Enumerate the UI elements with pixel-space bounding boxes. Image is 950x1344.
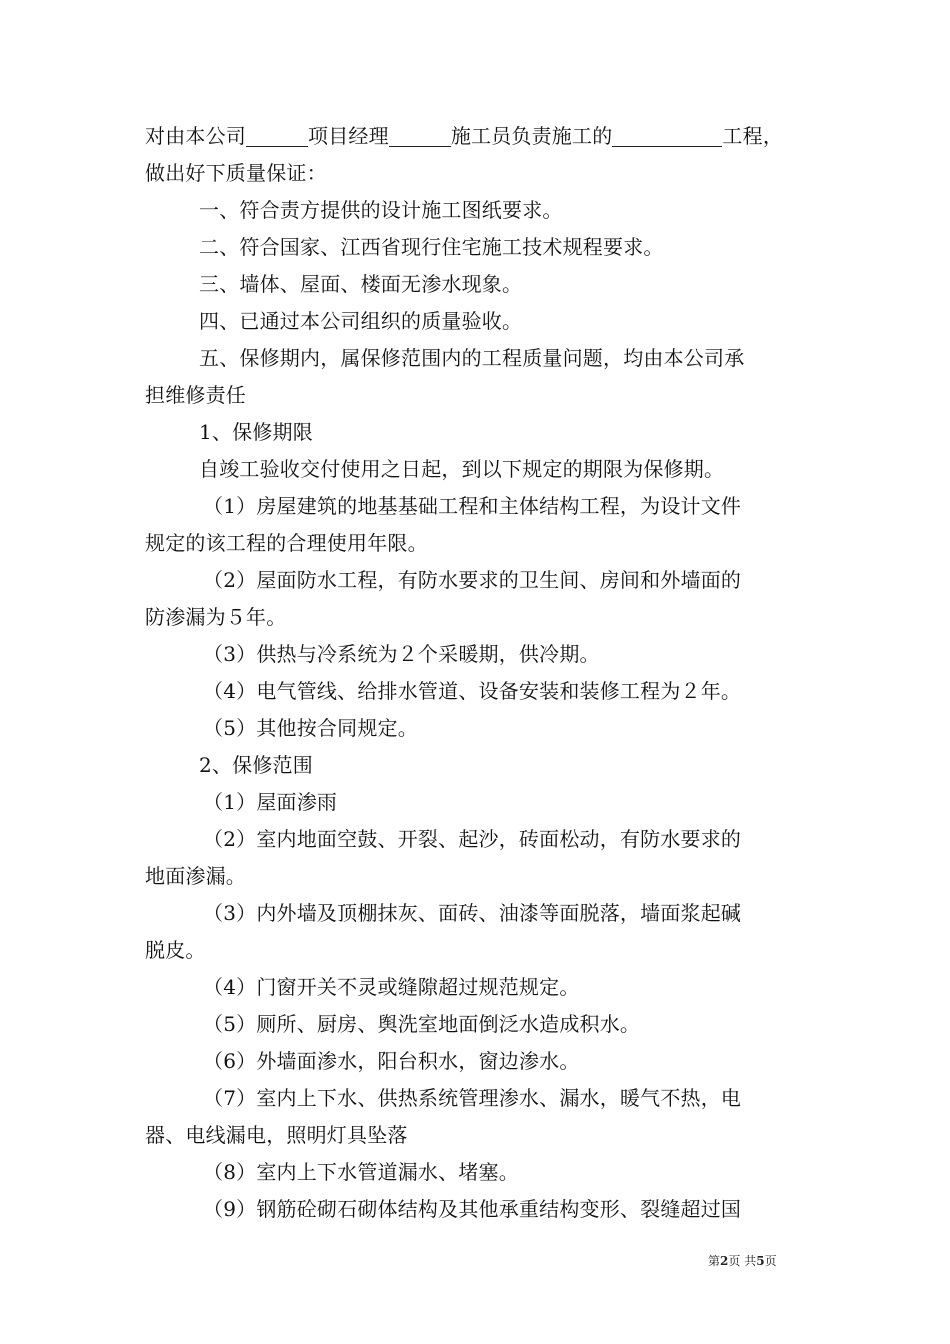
intro-line-1 [145,118,813,155]
guarantee-item-5-line-2: 担维修责任 [145,383,246,407]
intro-text-engineering: 工程， [722,124,784,148]
footer-page-number: 2 [720,1254,729,1268]
scope-item-8: （8）室内上下水管道漏水、堵塞。 [203,1160,519,1184]
period-item-2-line-2: 防渗漏为５年。 [145,605,287,629]
intro-line-2: 做出好下质量保证： [145,161,327,185]
scope-item-9-line-1: （9）钢筋砼砌石砌体结构及其他承重结构变形、裂缝超过国 [203,1197,742,1221]
section-heading-scope: 2、保修范围 [199,753,313,777]
footer-total-pages: 5 [756,1254,765,1268]
scope-item-7-line-2: 器、电线漏电，照明灯具坠落 [145,1123,408,1147]
period-item-2-line-1: （2）屋面防水工程，有防水要求的卫生间、房间和外墙面的 [203,568,742,592]
scope-item-1: （1）屋面渗雨 [203,790,338,814]
scope-item-3-line-1: （3）内外墙及顶棚抹灰、面砖、油漆等面脱落，墙面浆起碱 [203,901,742,925]
blank-engineering-field [612,124,722,147]
scope-item-4: （4）门窗开关不灵或缝隙超过规范规定。 [203,975,580,999]
period-item-4: （4）电气管线、给排水管道、设备安装和装修工程为２年。 [203,679,742,703]
period-item-5: （5）其他按合同规定。 [203,716,418,740]
scope-item-7-line-1: （7）室内上下水、供热系统管理渗水、漏水，暖气不热，电 [203,1086,742,1110]
blank-project-field [246,124,308,147]
scope-item-2-line-1: （2）室内地面空鼓、开裂、起沙，砖面松动，有防水要求的 [203,827,742,851]
scope-item-3-line-2: 脱皮。 [145,938,206,962]
intro-text-company: 对由本公司 [145,124,246,148]
guarantee-item-4: 四、已通过本公司组织的质量验收。 [199,309,523,333]
guarantee-item-1: 一、符合责方提供的设计施工图纸要求。 [199,198,563,222]
scope-item-2-line-2: 地面渗漏。 [145,864,246,888]
scope-item-6: （6）外墙面渗水，阳台积水，窗边渗水。 [203,1049,580,1073]
intro-text-builder: 施工员负责施工的 [450,124,613,148]
period-intro: 自竣工验收交付使用之日起，到以下规定的期限为保修期。 [199,457,725,481]
footer-prefix: 第 [708,1254,721,1268]
blank-manager-field [389,124,451,147]
document-body [145,118,813,1228]
footer-suffix: 页 [764,1254,777,1268]
page-footer [708,1252,777,1269]
period-item-3: （3）供热与冷系统为２个采暖期，供冷期。 [203,642,600,666]
period-item-1-line-1: （1）房屋建筑的地基基础工程和主体结构工程，为设计文件 [203,494,742,518]
intro-text-manager: 项目经理 [308,124,389,148]
guarantee-item-5-line-1: 五、保修期内，属保修范围内的工程质量问题，均由本公司承 [199,346,745,370]
guarantee-item-2: 二、符合国家、江西省现行住宅施工技术规程要求。 [199,235,664,259]
scope-item-5: （5）厕所、厨房、舆洗室地面倒泛水造成积水。 [203,1012,641,1036]
footer-middle: 页 共 [728,1254,757,1268]
guarantee-item-3: 三、墙体、屋面、楼面无渗水现象。 [199,272,523,296]
section-heading-period: 1、保修期限 [199,420,313,444]
period-item-1-line-2: 规定的该工程的合理使用年限。 [145,531,428,555]
